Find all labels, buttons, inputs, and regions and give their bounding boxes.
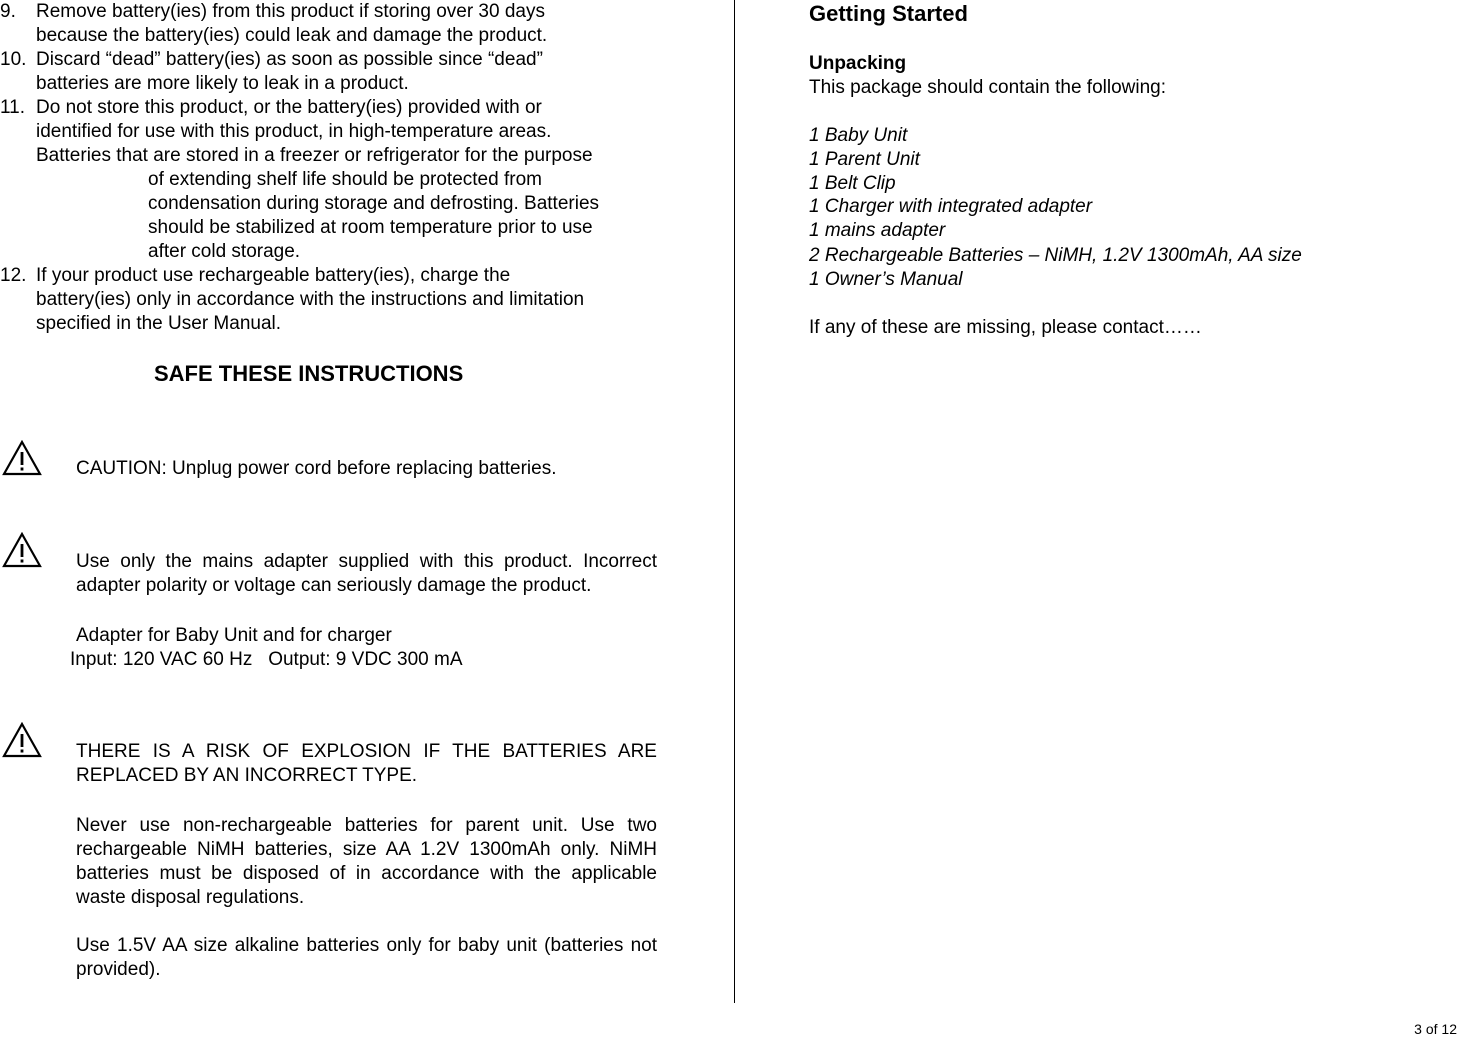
caution-unplug-text: CAUTION: Unplug power cord before replacing batteries. xyxy=(76,458,557,479)
adapter-label: Adapter for Baby Unit and for charger xyxy=(76,625,392,646)
list-item: 2 Rechargeable Batteries – NiMH, 1.2V 1300mAh, AA size xyxy=(809,245,1302,266)
list-item: 1 Baby Unit xyxy=(809,125,908,146)
list-number: 9. xyxy=(0,1,16,22)
list-item: 1 mains adapter xyxy=(809,220,946,241)
unpacking-intro: This package should contain the following: xyxy=(809,77,1167,98)
list-item-line: because the battery(ies) could leak and damage the product. xyxy=(36,25,548,46)
list-item-line: batteries are more likely to leak in a product. xyxy=(36,73,409,94)
list-number: 10. xyxy=(0,49,27,70)
list-item-line: specified in the User Manual. xyxy=(36,313,282,334)
unpacking-subheading: Unpacking xyxy=(809,53,907,74)
alkaline-instruction-paragraph: Use 1.5V AA size alkaline batteries only for baby unit (batteries not provided). xyxy=(76,935,657,980)
page-number: 3 of 12 xyxy=(1414,1021,1457,1037)
list-item-line: Discard “dead” battery(ies) as soon as possible since “dead” xyxy=(36,49,543,70)
caution-adapter-text: Use only the mains adapter supplied with this product. Incorrect adapter polarity or voltage can seriously damage the product. xyxy=(76,551,657,596)
list-item-line: of extending shelf life should be protected from xyxy=(148,169,542,190)
list-item-line: Remove battery(ies) from this product if storing over 30 days xyxy=(36,1,545,22)
section-title: Getting Started xyxy=(809,1,968,26)
safety-heading: SAFE THESE INSTRUCTIONS xyxy=(154,361,464,386)
battery-instruction-paragraph: Never use non-rechargeable batteries for parent unit. Use two rechargeable NiMH batteries, size AA 1.2V 1300mAh only. NiMH batteries must be disposed of in accordance with the applicable waste disposal regulations. xyxy=(76,815,657,908)
list-item: 1 Belt Clip xyxy=(809,173,896,194)
list-number: 11. xyxy=(0,97,26,118)
list-item-line: If your product use rechargeable battery(ies), charge the xyxy=(36,265,511,286)
warning-triangle-icon xyxy=(2,532,42,568)
list-item-line: should be stabilized at room temperature prior to use xyxy=(148,217,593,238)
list-item-line: identified for use with this product, in high-temperature areas. xyxy=(36,121,552,142)
list-item: 1 Parent Unit xyxy=(809,149,920,170)
list-number: 12. xyxy=(0,265,27,286)
column-divider xyxy=(734,0,735,1003)
caution-explosion-text: THERE IS A RISK OF EXPLOSION IF THE BATTERIES ARE REPLACED BY AN INCORRECT TYPE. xyxy=(76,741,657,786)
list-item: 1 Owner’s Manual xyxy=(809,269,963,290)
warning-triangle-icon xyxy=(2,440,42,476)
warning-triangle-icon xyxy=(2,722,42,758)
list-item-line: Do not store this product, or the battery(ies) provided with or xyxy=(36,97,542,118)
list-item-line: battery(ies) only in accordance with the instructions and limitation xyxy=(36,289,585,310)
list-item: 1 Charger with integrated adapter xyxy=(809,196,1093,217)
adapter-spec: Input: 120 VAC 60 Hz Output: 9 VDC 300 mA xyxy=(70,649,463,670)
list-item-line: condensation during storage and defrosting. Batteries xyxy=(148,193,600,214)
list-item-line: after cold storage. xyxy=(148,241,301,262)
list-item-line: Batteries that are stored in a freezer or refrigerator for the purpose xyxy=(36,145,593,166)
missing-items-note: If any of these are missing, please contact…… xyxy=(809,317,1202,338)
